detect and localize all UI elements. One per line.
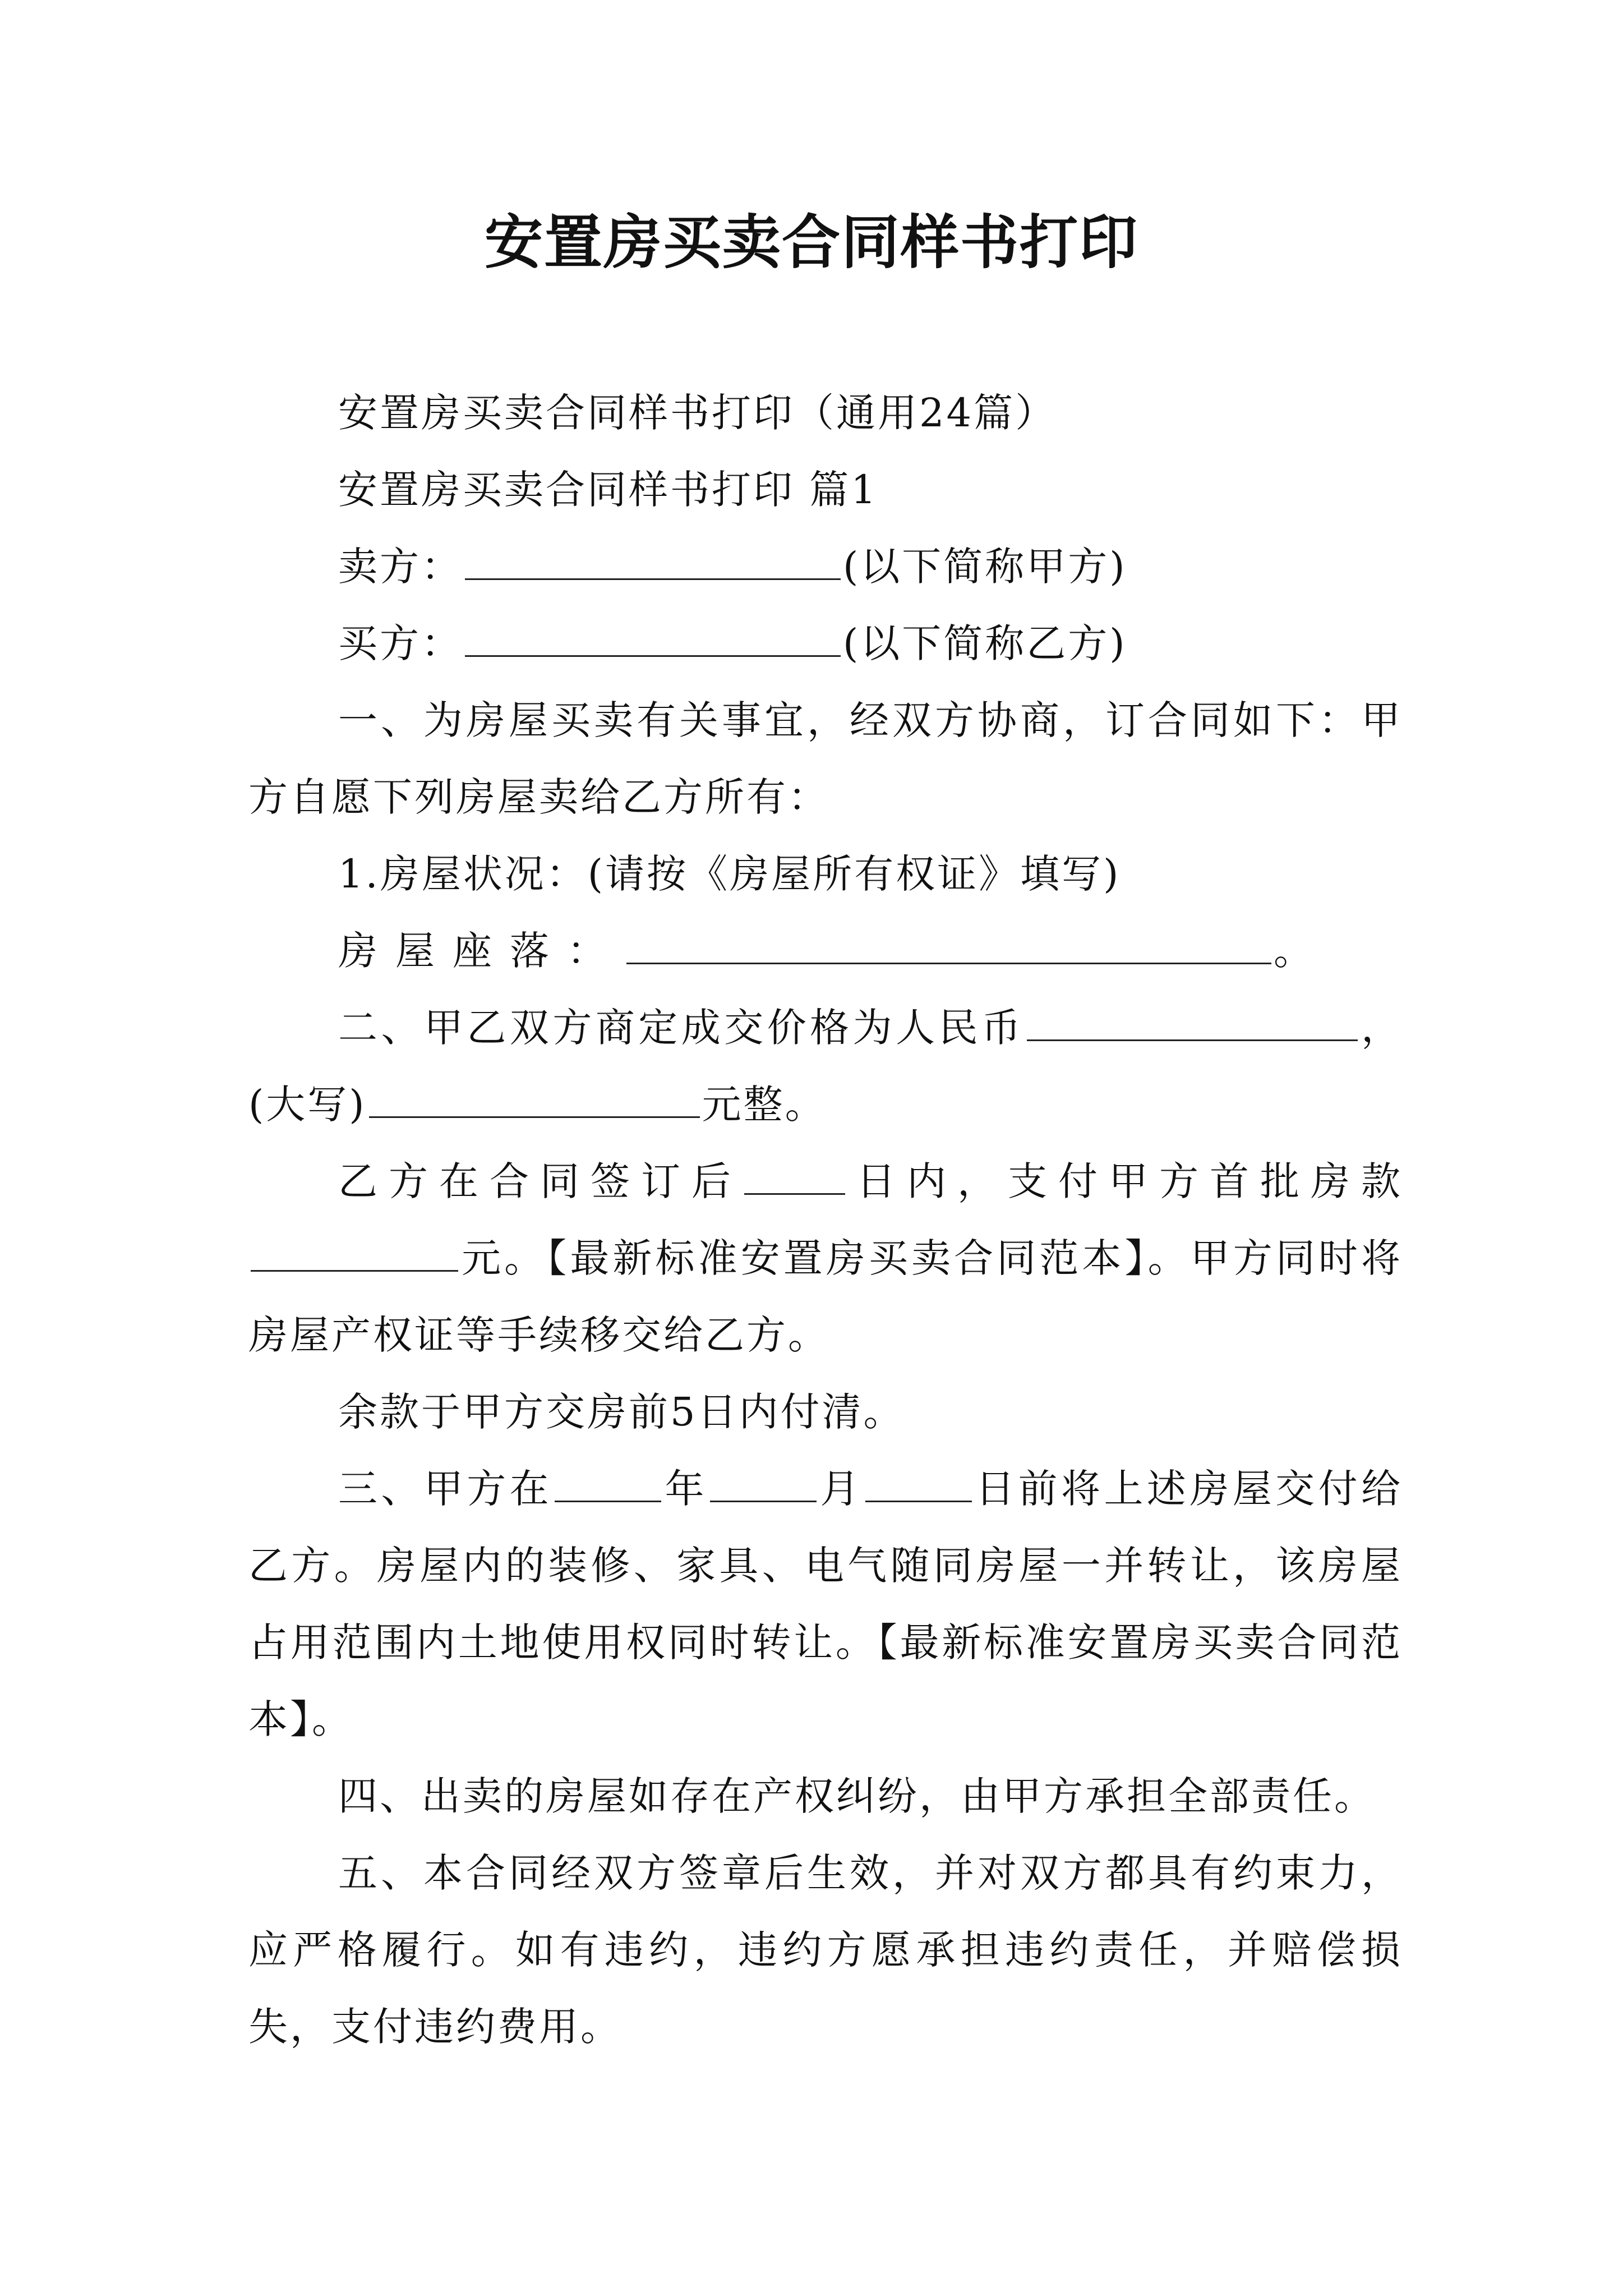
clause-2 <box>248 990 1403 1143</box>
buyer-blank <box>465 622 841 657</box>
days-blank <box>744 1159 845 1195</box>
seller-suffix: (以下简称甲方) <box>843 544 1127 590</box>
section-heading: 安置房买卖合同样书打印 篇1 <box>338 467 878 513</box>
clause3-start: 三、甲方在 <box>338 1466 553 1512</box>
balance-clause: 余款于甲方交房前5日内付清。 <box>338 1389 905 1435</box>
clause2-start: 二、甲乙双方商定成交价格为人民币 <box>338 1005 1025 1051</box>
month-blank <box>710 1467 817 1502</box>
document-title: 安置房买卖合同样书打印 <box>484 208 1138 277</box>
buyer-label: 买方： <box>338 620 463 666</box>
seller-blank <box>465 545 841 580</box>
buyer-suffix: (以下简称乙方) <box>843 620 1127 666</box>
clause-3 <box>248 1451 1403 1758</box>
clause2-end: 元整。 <box>702 1082 827 1128</box>
clause-4: 四、出卖的房屋如存在产权纠纷，由甲方承担全部责任。 <box>338 1773 1376 1819</box>
clause3-month: 月 <box>818 1466 863 1512</box>
pay-mid: 日内，支付甲方首批房款 <box>847 1158 1403 1204</box>
item-1: 1.房屋状况：(请按《房屋所有权证》填写) <box>338 851 1121 897</box>
price-blank <box>1027 1006 1358 1041</box>
year-blank <box>555 1467 661 1502</box>
seller-line <box>248 528 1403 605</box>
subtitle: 安置房买卖合同样书打印（通用24篇） <box>338 390 1057 436</box>
location-line <box>248 913 1403 990</box>
document-body <box>248 375 1403 2065</box>
seller-label: 卖方： <box>338 544 463 590</box>
payment-clause <box>248 1143 1403 1374</box>
clause3-year: 年 <box>663 1466 708 1512</box>
day-blank <box>865 1467 972 1502</box>
pay-start: 乙方在合同签订后 <box>338 1158 742 1204</box>
buyer-line <box>248 605 1403 682</box>
clause3-end: 日前将上述房屋交付给乙方。房屋内的装修、家具、电气随同房屋一并转让，该房屋占用范围内土地使用权同时转让。【最新标准安置房买卖合同范本】。 <box>248 1466 1403 1742</box>
clause-5: 五、本合同经双方签章后生效，并对双方都具有约束力，应严格履行。如有违约，违约方愿承担违约责任，并赔偿损失，支付违约费用。 <box>248 1850 1403 2050</box>
price-upper-blank <box>369 1083 700 1118</box>
clause-1: 一、为房屋买卖有关事宜，经双方协商，订合同如下：甲方自愿下列房屋卖给乙方所有： <box>248 697 1403 820</box>
location-blank <box>626 929 1271 964</box>
first-payment-blank <box>251 1236 458 1272</box>
location-end: 。 <box>1274 928 1315 974</box>
clause2-mid: ，(大写) <box>248 1005 1403 1128</box>
location-label: 房屋座落： <box>338 928 624 974</box>
pay-end: 元。【最新标准安置房买卖合同范本】。甲方同时将房屋产权证等手续移交给乙方。 <box>248 1235 1403 1358</box>
